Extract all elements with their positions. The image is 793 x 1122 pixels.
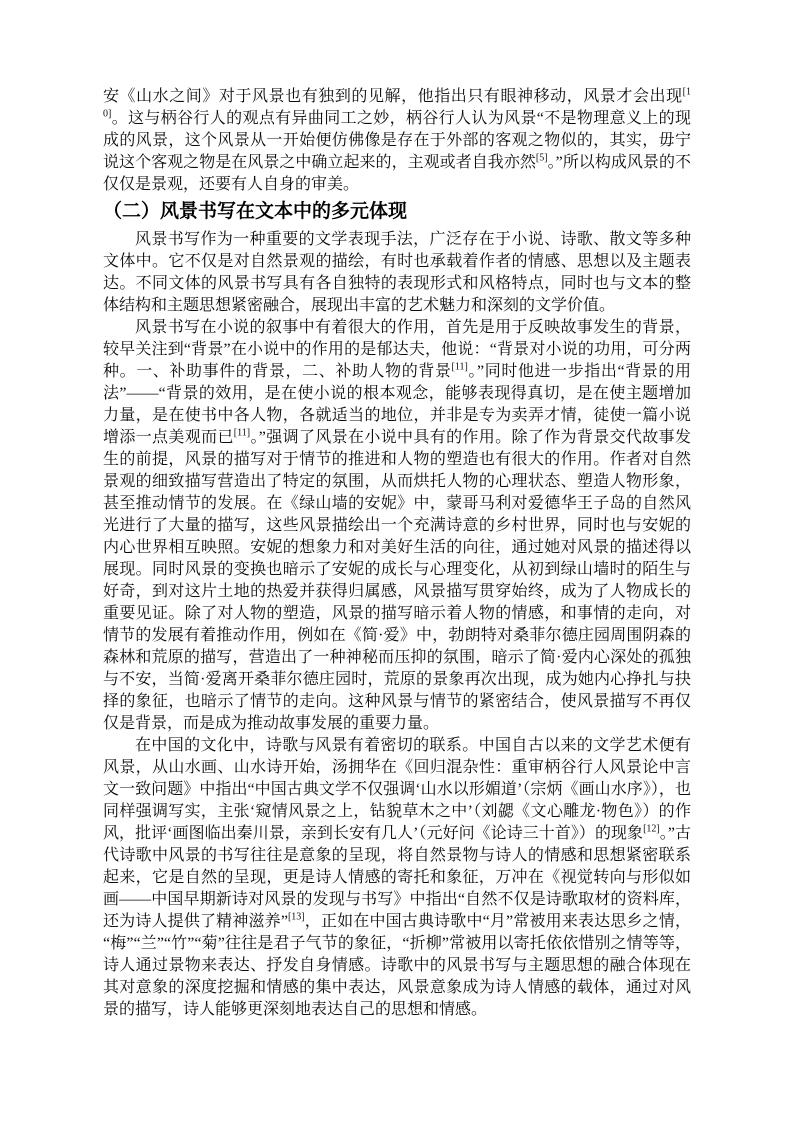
citation-ref: [11]: [233, 427, 251, 439]
body-paragraph-3: 风景书写在小说的叙事中有着很大的作用，首先是用于反映故事发生的背景，较早关注到“背景”在小说中的作用的是郁达夫，他说：“背景对小说的功用，可分两种。一、补助事件的背景，二、补助人物的背景[11]。”同时他进一步指出“背景的用法”——“背景的效用，是在使小说的根本观念，能够表现得真切，是在使主题增加力量，是在使书中各人物，各就适当的地位，并非是专为卖弄才情，徒使一篇小说增添一点美观而已[11]。”强调了风景在小说中具有的作用。除了作为背景交代故事发生的前提，风景的描写对于情节的推进和人物的塑造也有很大的作用。作者对自然景观的细致描写营造出了特定的氛围，从而烘托人物的心理状态、塑造人物形象，甚至推动情节的发展。在《绿山墙的安妮》中，蒙哥马利对爱德华王子岛的自然风光进行了大量的描写，这些风景描绘出一个充满诗意的乡村世界，同时也与安妮的内心世界相互映照。安妮的想象力和对美好生活的向往，通过她对风景的描述得以展现。同时风景的变换也暗示了安妮的成长与心理变化，从初到绿山墙时的陌生与好奇，到对这片土地的热爱并获得归属感，风景描写贯穿始终，成为了人物成长的重要见证。除了对人物的塑造，风景的描写暗示着人物的情感，和事情的走向，对情节的发展有着推动作用，例如在《简·爱》中，勃朗特对桑菲尔德庄园周围阴森的森林和荒原的描写，营造出了一种神秘而压抑的氛围，暗示了简·爱内心深处的孤独与不安，当简·爱离开桑菲尔德庄园时，荒原的景象再次出现，成为她内心挣扎与抉择的象征，也暗示了情节的走向。这种风景与情节的紧密结合，使风景描写不再仅仅是背景，而是成为推动故事发展的重要力量。: [103, 319, 691, 732]
citation-ref: [5]: [535, 152, 548, 164]
section-heading: （二）风景书写在文本中的多元体现: [103, 201, 408, 222]
body-paragraph-4: 在中国的文化中，诗歌与风景有着密切的联系。中国自古以来的文学艺术便有风景，从山水画、山水诗开始，汤拥华在《回归混杂性：重审柄谷行人风景论中言文一致问题》中指出“中国古典文学不仅强调‘山水以形媚道’（宗炳《画山水序》），也同样强调写实，主张‘窥情风景之上，钻貌草木之中’（刘勰《文心雕龙·物色》）的作风，批评‘画图临出秦川景，亲到长安有几人’（元好问《论诗三十首》）的现象[12]。”古代诗歌中风景的书写往往是意象的呈现，将自然景物与诗人的情感和思想紧密联系起来，它是自然的呈现，更是诗人情感的寄托和象征，万冲在《视觉转向与形似如画——中国早期新诗对风景的发现与书写》中指出“自然不仅是诗歌取材的资料库，还为诗人提供了精神滋养”[13]，正如在中国古典诗歌中“月”常被用来表达思乡之情，“梅”“兰”“竹”“菊”往往是君子气节的象征，“折柳”常被用以寄托依依惜别之情等等，诗人通过景物来表达、抒发自身情感。诗歌中的风景书写与主题思想的融合体现在其对意象的深度挖掘和情感的集中表达，风景意象成为诗人情感的载体，通过对风景的描写，诗人能够更深刻地表达自己的思想和情感。: [103, 737, 691, 1018]
citation-ref: [11]: [451, 361, 468, 373]
document-body: [103, 86, 691, 1021]
body-paragraph-2: 风景书写作为一种重要的文学表现手法，广泛存在于小说、诗歌、散文等多种文体中。它不仅是对自然景观的描绘，有时也承载着作者的情感、思想以及主题表达。不同文体的风景书写具有各自独特的表现形式和风格特点，同时也与文本的整体结构和主题思想紧密融合，展现出丰富的艺术魅力和深刻的文学价值。: [103, 231, 691, 314]
citation-ref: [12]: [643, 823, 660, 835]
citation-ref: [10]: [103, 86, 691, 120]
body-paragraph-0: 安《山水之间》对于风景也有独到的见解，他指出只有眼神移动，风景才会出现[10]。这与柄谷行人的观点有异曲同工之妙，柄谷行人认为风景“不是物理意义上的现成的风景，这个风景从一开始便仿佛像是存在于外部的客观之物似的，其实，毋宁说这个客观之物是在风景之中确立起来的，主观或者自我亦然[5]。”所以构成风景的不仅仅是景观，还要有人自身的审美。: [103, 86, 691, 193]
citation-ref: [13]: [287, 911, 305, 923]
